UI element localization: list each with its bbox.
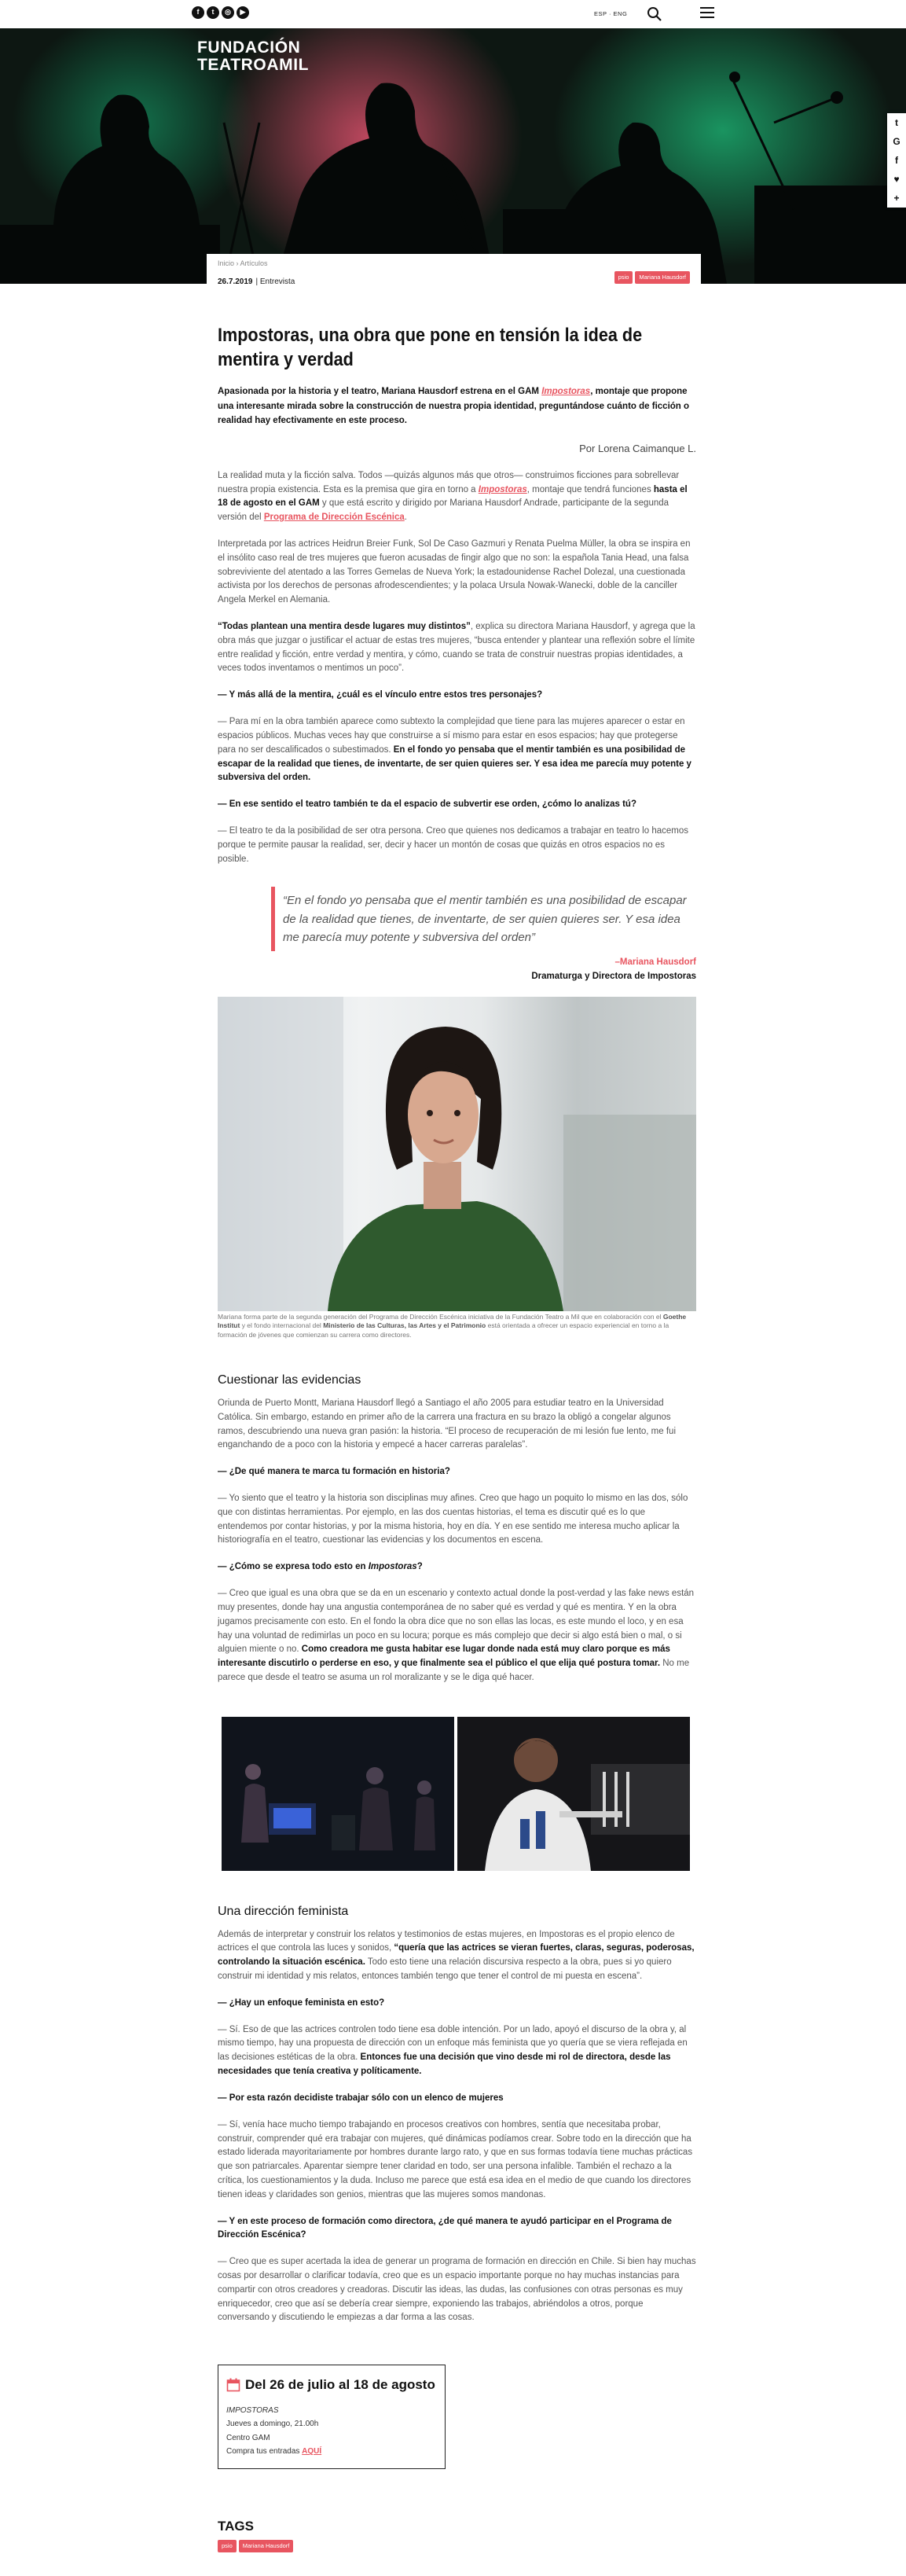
share-more-icon[interactable]: + xyxy=(893,192,900,204)
share-google-icon[interactable]: G xyxy=(893,135,900,147)
event-tickets: Compra tus entradas AQUÍ xyxy=(226,2447,322,2457)
menu-icon[interactable] xyxy=(700,7,714,21)
photo-caption: Mariana forma parte de la segunda generación del Programa de Dirección Escénica iniciativa de la Fundación Teatro a Mil que en colaboración con el Goethe Institut y el fondo internacional del Ministerio de las Culturas, las Artes y el Patrimonio está orientada a ofrecer un espacio experiencial en torno a la formación de jóvenes que comienzan su carrera como directores. xyxy=(218,1312,687,1339)
foundation-logo[interactable] xyxy=(197,39,309,74)
paragraph: Además de interpretar y construir los relatos y testimonios de estas mujeres, en Impostoras es el propio elenco de actrices el que controla las luces y sonidos, “quería que las actrices se vieran fuertes, claras, seguras, poderosas, controlando la situación escénica. Todo esto tiene una relación discursiva respecto a la obra, pues si yo quiero construir mi identidad y mis relatos, entonces también tengo que tener el control de mi puesta en escena”. xyxy=(218,1929,695,1981)
interview-question: — Y en este proceso de formación como directora, ¿de qué manera te ayudó participar en el Programa de Dirección Escénica? xyxy=(218,2216,672,2240)
paragraph: Interpretada por las actrices Heidrun Breier Funk, Sol De Caso Gazmuri y Renata Puelma Müller, la obra se inspira en el insólito caso real de tres mujeres que fueron acusadas de fingir algo que no son: la española Tania Head, una falsa sobreviviente del atentado a las Torres Gemelas de Nueva York; la estadounidense Rachel Dolezal, una cuestionada activista por los derechos de personas afrodescendientes; y la polaca Ursula Nowak-Wanecki, doble de la canciller Angela Merkel en Alemania. xyxy=(218,538,691,605)
impostoras-link[interactable]: Impostoras xyxy=(478,484,527,494)
share-twitter-icon[interactable]: ♥ xyxy=(893,173,900,185)
author-byline: Por Lorena Caimanque L. xyxy=(579,442,696,454)
section-heading: Cuestionar las evidencias xyxy=(218,1373,361,1387)
paragraph: Oriunda de Puerto Montt, Mariana Hausdorf llegó a Santiago el año 2005 para estudiar teatro en la Universidad Católica. Sin embargo, estando en primer año de la carrera una fractura en su brazo la obligó a congelar algunos ramos, descubriendo una nueva gran pasión: la historia. “El proceso de recuperación de mi lesión fue lento, me fui enganchando de a poco con la historia y empecé a hacer carreras paralelas”. xyxy=(218,1398,677,1450)
paragraph: La realidad muta y la ficción salva. Todos —quizás algunos más que otros— construimos ficciones para sobrellevar nuestra propia existencia. Esta es la premisa que gira en torno a Impostoras, montaje que tendrá funciones hasta el 18 de agosto en el GAM y que está escrito y dirigido por Mariana Hausdorf Andrade, participante de la segunda versión del Programa de Dirección Escénica. xyxy=(218,470,688,523)
stage-photo-right xyxy=(457,1717,690,1871)
interview-answer: — El teatro te da la posibilidad de ser otra persona. Creo que quienes nos dedicamos a trabajar en teatro lo hacemos porque te permite pausar la realidad, ser, decir y hacer un montón de cosas que quizás en otros espacios no es posible. xyxy=(218,825,688,864)
quote-author-name[interactable]: –Mariana Hausdorf xyxy=(614,957,696,968)
top-bar xyxy=(0,0,906,28)
portrait-photo xyxy=(218,997,696,1311)
article-date: 26.7.2019 xyxy=(218,277,253,286)
pull-quote: “En el fondo yo pensaba que el mentir también es una posibilidad de escapar de la realidad que tienes, de inventarte, de ser quien quieres ser. Y esa idea me parecía muy potente y subversiva del orden” xyxy=(271,887,696,951)
tags-section xyxy=(218,2516,696,2552)
facebook-icon[interactable]: f xyxy=(192,6,204,19)
section-heading: Una dirección feminista xyxy=(218,1904,349,1918)
interview-answer: — Yo siento que el teatro y la historia son disciplinas muy afines. Creo que hago un poquito lo mismo en las dos, sólo que con distintas herramientas. Por ejemplo, en las dos cuentas historias, el tema es discutir qué es lo que entendemos por contar historias, y por la misma historia, hoy en día. Y en ese sentido me interesa mucho aplicar la historiografía en el teatro, cuestionar las evidencias y los documentos en escena. xyxy=(218,1494,688,1545)
program-link[interactable]: Programa de Dirección Escénica xyxy=(263,513,405,523)
tag-badge[interactable]: psio xyxy=(614,271,633,284)
impostoras-link[interactable]: Impostoras xyxy=(541,387,591,397)
event-box xyxy=(218,2365,446,2468)
share-bar xyxy=(887,113,906,208)
interview-question: — ¿Cómo se expresa todo esto en Impostoras? xyxy=(218,1562,423,1572)
language-switch[interactable]: ESP · ENG xyxy=(594,10,628,17)
share-facebook-icon[interactable]: f xyxy=(895,154,898,166)
interview-answer: — Creo que igual es una obra que se da en un escenario y contexto actual donde la post-verdad y las fake news están muy presentes, donde hay una angustia contemporánea de no saber qué es verdad y qué es mentira. Y en la obra jugamos precisamente con esto. En el fondo la obra dice que no son ellas las locas, es este mundo el loco, y en esa hay una voluntad de redimirlas un poco en su locura; porque es más complejo que decir si algo está bien o mal, o si alguien miente o no. Como creadora me gusta habitar ese lugar donde nada está muy claro porque es más interesante discutirlo o perderse en eso, y que finalmente sea el público el que elija qué postura tomar. No me parece que desde el teatro se asuma un rol moralizante y se le diga qué hacer. xyxy=(218,1589,695,1682)
youtube-icon[interactable]: ▶ xyxy=(237,6,249,19)
search-icon[interactable] xyxy=(647,6,662,22)
article-lead: Apasionada por la historia y el teatro, Mariana Hausdorf estrena en el GAM Impostoras, montaje que propone una interesante mirada sobre la construcción de nuestra propia identidad, preguntándose cuánto de ficción o realidad hay efectivamente en este proceso. xyxy=(218,387,690,426)
event-venue: Centro GAM xyxy=(226,2433,270,2442)
event-dates xyxy=(226,2375,437,2395)
interview-answer: — Para mí en la obra también aparece como subtexto la complejidad que tiene para las mujeres aparecer o estar en espacios públicos. Muchas veces hay que construirse a sí mismo para estar en esos espacios; hay que protegerse para no ser descalificados o subestimados. En el fondo yo pensaba que el mentir también es una posibilidad de escapar de la realidad que tienes, de inventarte, de ser quien quieres ser. Y esa idea me parecía muy potente y subversiva del orden. xyxy=(218,717,691,783)
tag-badge[interactable]: psio xyxy=(218,2540,237,2552)
article-title: Impostoras, una obra que pone en tensión la idea de mentira y verdad xyxy=(218,325,643,371)
interview-answer: — Sí, venía hace mucho tiempo trabajando en procesos creativos con hombres, sentía que necesitaba probar, construir, comprender qué era trabajar con mujeres, qué dinámicas podíamos crear. Sobre todo en la dirección que ha estado liderada mayoritariamente por hombres durante largo rato, y que en sus formas todavía tiene muchas prácticas que son patriarcales. Aparentar siempre tener claridad en todo, ser una persona infalible. También el rechazo a la crítica, los cuestionamientos y la duda. Incluso me parece que está esa idea en el medio de que cuando los directores tienen ideas y claridades son genios, mientras que las mujeres somos mandonas. xyxy=(218,2119,693,2199)
twitter-icon[interactable]: t xyxy=(207,6,219,19)
article-body xyxy=(218,284,696,2576)
article-category: | Entrevista xyxy=(255,277,295,286)
breadcrumb[interactable]: Inicio › Artículos xyxy=(218,259,268,267)
logo-line-1: FUNDACIÓN xyxy=(197,39,301,57)
social-links xyxy=(192,6,249,19)
stage-photo-left xyxy=(222,1717,454,1871)
calendar-icon xyxy=(226,2378,240,2392)
hero-silhouettes xyxy=(0,28,906,284)
tag-badge[interactable]: Mariana Hausdorf xyxy=(635,271,690,284)
hero-image xyxy=(0,28,906,284)
interview-question: — Y más allá de la mentira, ¿cuál es el vínculo entre estos tres personajes? xyxy=(218,690,543,700)
tag-badge[interactable]: Mariana Hausdorf xyxy=(239,2540,294,2552)
event-show: IMPOSTORAS xyxy=(226,2405,279,2415)
interview-question: — ¿Hay un enfoque feminista en esto? xyxy=(218,1997,385,2008)
interview-answer: — Creo que es super acertada la idea de generar un programa de formación en dirección en Chile. Si bien hay muchas cosas por desarrollar o clarificar todavía, creo que es un espacio importante porque no hay muchas instancias para compartir con otros creadores y creadoras. Discutir las ideas, las dudas, las confusiones con otras personas es muy enriquecedor, creo que así se debería crear siempre, exponiendo las trabajos, abriéndolos a otros, porque conversando y discutiendo le empiezas a dar forma a las cosas. xyxy=(218,2257,696,2323)
interview-question: — Por esta razón decidiste trabajar sólo con un elenco de mujeres xyxy=(218,2093,504,2103)
stage-photos xyxy=(222,1717,696,1871)
quote-author-role: Dramaturga y Directora de Impostoras xyxy=(531,971,696,981)
share-tumblr-icon[interactable]: t xyxy=(895,116,898,128)
logo-line-2: TEATROAMIL xyxy=(197,56,310,75)
interview-question: — ¿De qué manera te marca tu formación en historia? xyxy=(218,1467,450,1477)
buy-tickets-link[interactable]: AQUÍ xyxy=(302,2447,322,2457)
interview-question: — En ese sentido el teatro también te da el espacio de subvertir ese orden, ¿cómo lo analizas tú? xyxy=(218,799,636,810)
event-schedule: Jueves a domingo, 21.00h xyxy=(226,2420,319,2429)
tags-heading: TAGS xyxy=(218,2518,254,2534)
paragraph: “Todas plantean una mentira desde lugares muy distintos”, explica su directora Mariana Hausdorf, y agrega que la obra más que juzgar o justificar el actuar de estas tres mujeres, “busca entender y plantear una reflexión sobre el límite entre realidad y ficción, entre verdad y mentira, y cómo, cuando se trata de construir nuestras propias identidades, a veces todos inventamos o mentimos un poco”. xyxy=(218,622,695,674)
interview-answer: — Sí. Eso de que las actrices controlen todo tiene esa doble intención. Por un lado, apoyó el discurso de la obra y, al mismo tiempo, hay una propuesta de dirección con un enfoque más feminista que yo quería que se viera reflejada en las decisiones estéticas de la obra. Entonces fue una decisión que vino desde mi rol de directora, desde las necesidades que tenía creativa y políticamente. xyxy=(218,2024,688,2077)
instagram-icon[interactable]: ◎ xyxy=(222,6,234,19)
pull-quote-author xyxy=(218,956,696,984)
event-title: Del 26 de julio al 18 de agosto xyxy=(245,2377,435,2393)
